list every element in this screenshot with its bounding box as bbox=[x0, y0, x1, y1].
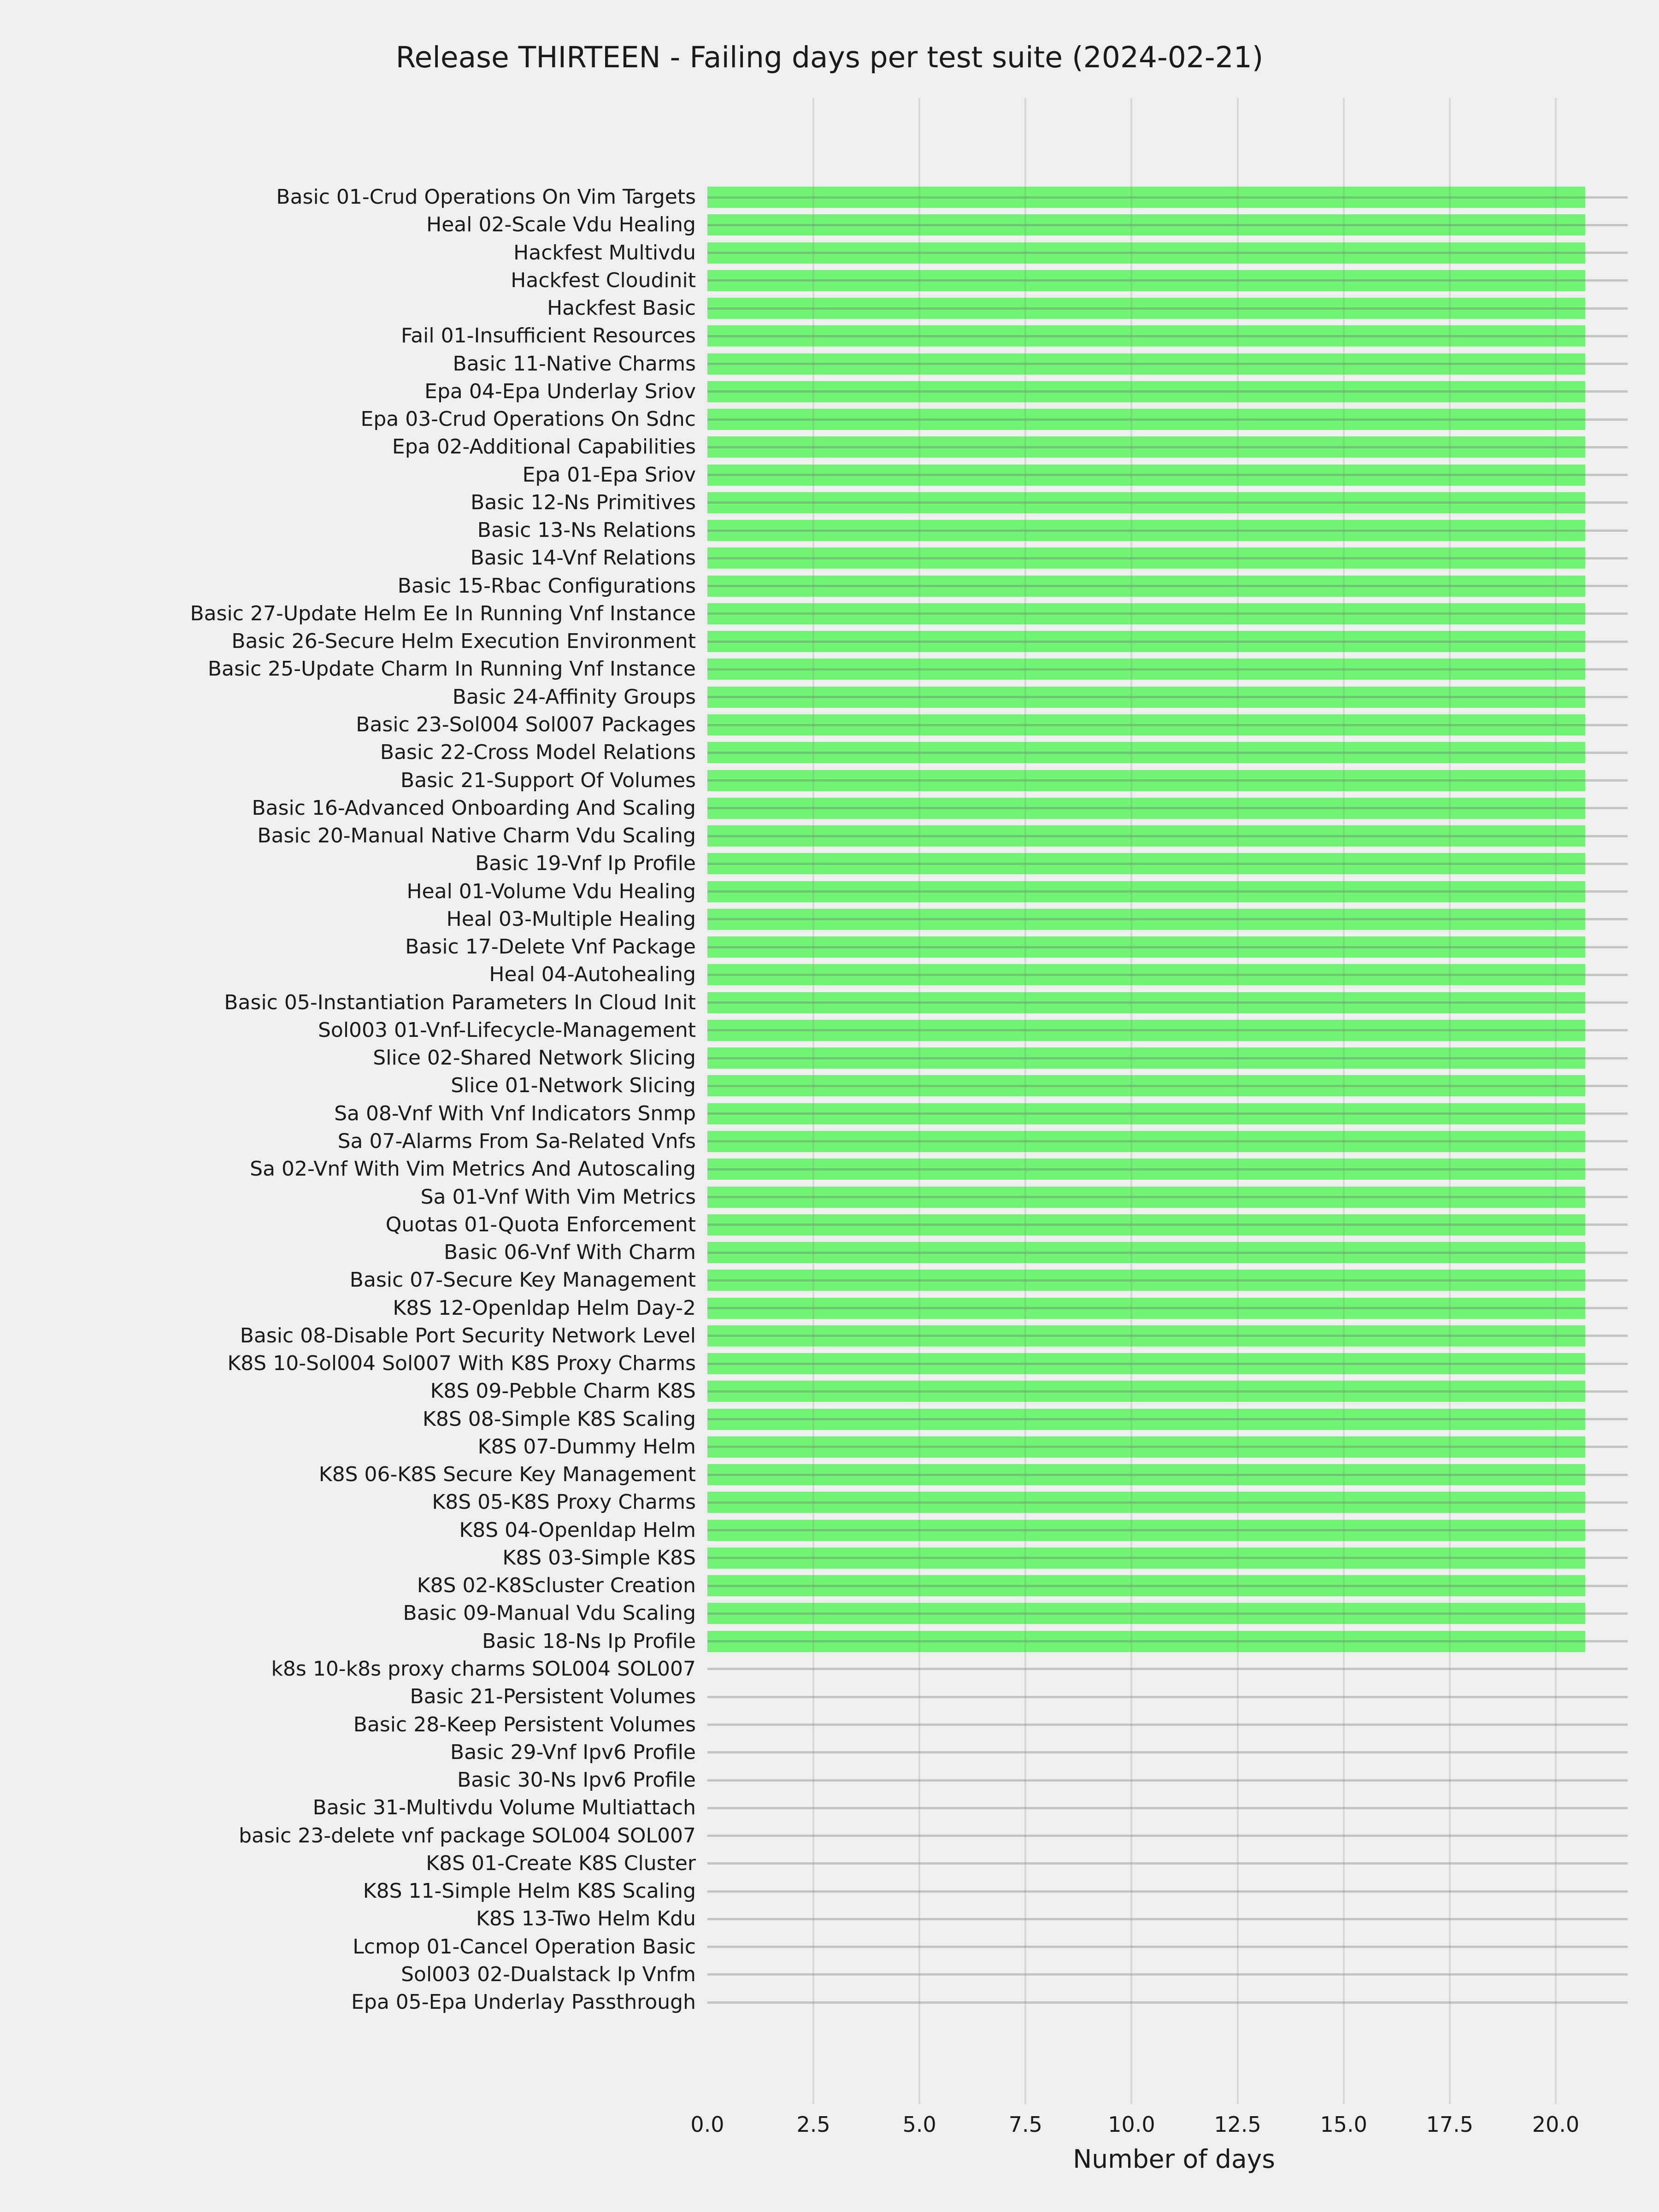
period-line bbox=[707, 1390, 1628, 1393]
period-line bbox=[707, 2001, 1628, 2004]
y-tick-label: Basic 25-Update Charm In Running Vnf Instance bbox=[207, 657, 696, 681]
period-line bbox=[707, 390, 1628, 393]
period-line bbox=[707, 1418, 1628, 1420]
y-tick-label: Heal 03-Multiple Healing bbox=[446, 907, 696, 931]
period-line bbox=[707, 1252, 1628, 1254]
period-line bbox=[707, 279, 1628, 282]
period-line bbox=[707, 1001, 1628, 1004]
chart-title: Release THIRTEEN - Failing days per test suite (2024-02-21) bbox=[395, 41, 1264, 74]
y-tick-label: Basic 18-Ns Ip Profile bbox=[482, 1629, 696, 1653]
y-tick-label: Basic 19-Vnf Ip Profile bbox=[475, 852, 696, 876]
y-tick-label: K8S 13-Two Helm Kdu bbox=[476, 1907, 696, 1931]
y-tick-label: K8S 02-K8Scluster Creation bbox=[417, 1574, 696, 1598]
period-line bbox=[707, 1112, 1628, 1115]
x-axis-label: Number of days bbox=[1073, 2144, 1275, 2174]
y-tick-label: Lcmop 01-Cancel Operation Basic bbox=[353, 1935, 696, 1959]
y-tick-label: Sa 02-Vnf With Vim Metrics And Autoscaling bbox=[250, 1157, 696, 1181]
y-tick-label: Basic 05-Instantiation Parameters In Cloud Init bbox=[224, 990, 696, 1014]
period-line bbox=[707, 696, 1628, 698]
y-tick-label: K8S 04-Openldap Helm bbox=[459, 1518, 696, 1542]
y-tick-label: K8S 08-Simple K8S Scaling bbox=[423, 1407, 696, 1431]
period-line bbox=[707, 1474, 1628, 1476]
y-tick-label: Basic 24-Affinity Groups bbox=[452, 685, 696, 709]
y-tick-label: Basic 01-Crud Operations On Vim Targets bbox=[276, 185, 696, 209]
period-line bbox=[707, 1363, 1628, 1365]
period-line bbox=[707, 474, 1628, 476]
period-line bbox=[707, 1196, 1628, 1198]
y-tick-label: Basic 11-Native Charms bbox=[453, 352, 696, 376]
period-line bbox=[707, 641, 1628, 643]
period-line bbox=[707, 1057, 1628, 1059]
y-tick-label: K8S 12-Openldap Helm Day-2 bbox=[393, 1296, 696, 1320]
gridline bbox=[1555, 98, 1557, 2104]
y-tick-label: Slice 02-Shared Network Slicing bbox=[373, 1046, 696, 1070]
period-line bbox=[707, 890, 1628, 893]
y-tick-label: Basic 27-Update Helm Ee In Running Vnf Instance bbox=[190, 601, 696, 625]
period-line bbox=[707, 1029, 1628, 1031]
period-line bbox=[707, 752, 1628, 754]
period-line bbox=[707, 612, 1628, 615]
plot-area bbox=[707, 98, 1641, 2104]
period-line bbox=[707, 446, 1628, 448]
y-tick-label: Hackfest Multivdu bbox=[513, 241, 696, 265]
gridline bbox=[812, 98, 814, 2104]
period-line bbox=[707, 1140, 1628, 1142]
y-tick-label: Basic 21-Support Of Volumes bbox=[400, 768, 696, 792]
period-line bbox=[707, 1501, 1628, 1504]
y-tick-label: Basic 06-Vnf With Charm bbox=[444, 1241, 696, 1265]
period-line bbox=[707, 918, 1628, 920]
y-tick-label: Epa 01-Epa Sriov bbox=[522, 463, 696, 487]
y-tick-label: Basic 22-Cross Model Relations bbox=[380, 741, 696, 765]
period-line bbox=[707, 1446, 1628, 1448]
y-tick-label: Slice 01-Network Slicing bbox=[451, 1074, 696, 1098]
y-tick-label: Basic 09-Manual Vdu Scaling bbox=[403, 1601, 696, 1625]
period-line bbox=[707, 1668, 1628, 1670]
y-tick-label: k8s 10-k8s proxy charms SOL004 SOL007 bbox=[271, 1657, 696, 1681]
y-tick-label: K8S 10-Sol004 Sol007 With K8S Proxy Charms bbox=[227, 1352, 696, 1376]
period-line bbox=[707, 529, 1628, 532]
period-line bbox=[707, 1751, 1628, 1753]
period-line bbox=[707, 1085, 1628, 1087]
y-tick-label: K8S 06-K8S Secure Key Management bbox=[318, 1463, 696, 1487]
period-line bbox=[707, 1529, 1628, 1531]
period-line bbox=[707, 1862, 1628, 1865]
x-tick-label: 17.5 bbox=[1426, 2112, 1473, 2137]
gridline bbox=[1130, 98, 1132, 2104]
gridline bbox=[1237, 98, 1239, 2104]
period-line bbox=[707, 1835, 1628, 1837]
y-tick-label: Epa 03-Crud Operations On Sdnc bbox=[360, 407, 696, 431]
period-line bbox=[707, 835, 1628, 837]
period-line bbox=[707, 1307, 1628, 1309]
y-tick-label: K8S 05-K8S Proxy Charms bbox=[432, 1490, 696, 1514]
y-tick-label: Hackfest Basic bbox=[547, 296, 696, 320]
period-line bbox=[707, 1779, 1628, 1782]
x-tick-label: 10.0 bbox=[1108, 2112, 1155, 2137]
x-tick-label: 2.5 bbox=[796, 2112, 830, 2137]
period-line bbox=[707, 1973, 1628, 1976]
period-line bbox=[707, 196, 1628, 199]
y-tick-label: Sa 08-Vnf With Vnf Indicators Snmp bbox=[334, 1101, 696, 1125]
y-tick-label: Basic 21-Persistent Volumes bbox=[410, 1685, 696, 1709]
period-line bbox=[707, 1807, 1628, 1809]
gridline bbox=[1024, 98, 1026, 2104]
y-tick-label: Heal 01-Volume Vdu Healing bbox=[406, 879, 696, 903]
period-line bbox=[707, 418, 1628, 421]
y-tick-label: Sa 07-Alarms From Sa-Related Vnfs bbox=[337, 1129, 696, 1153]
y-tick-label: K8S 11-Simple Helm K8S Scaling bbox=[363, 1879, 696, 1903]
y-tick-label: K8S 09-Pebble Charm K8S bbox=[430, 1379, 696, 1403]
x-tick-label: 0.0 bbox=[690, 2112, 724, 2137]
period-line bbox=[707, 307, 1628, 310]
y-tick-label: K8S 01-Create K8S Cluster bbox=[426, 1851, 696, 1875]
period-line bbox=[707, 1335, 1628, 1337]
x-tick-label: 7.5 bbox=[1008, 2112, 1042, 2137]
y-tick-label: Sol003 02-Dualstack Ip Vnfm bbox=[401, 1962, 696, 1986]
period-line bbox=[707, 974, 1628, 976]
y-tick-label: Basic 13-Ns Relations bbox=[477, 518, 696, 542]
period-line bbox=[707, 1557, 1628, 1559]
period-line bbox=[707, 557, 1628, 559]
y-tick-label: Heal 02-Scale Vdu Healing bbox=[426, 213, 696, 237]
x-tick-label: 5.0 bbox=[902, 2112, 936, 2137]
period-line bbox=[707, 1696, 1628, 1698]
period-line bbox=[707, 1640, 1628, 1642]
period-line bbox=[707, 1612, 1628, 1615]
x-tick-label: 15.0 bbox=[1320, 2112, 1367, 2137]
y-tick-label: Basic 23-Sol004 Sol007 Packages bbox=[356, 713, 696, 737]
y-tick-label: Basic 28-Keep Persistent Volumes bbox=[353, 1712, 696, 1736]
period-line bbox=[707, 863, 1628, 865]
period-line bbox=[707, 1724, 1628, 1726]
period-line bbox=[707, 1918, 1628, 1920]
y-tick-label: K8S 03-Simple K8S bbox=[502, 1546, 696, 1570]
y-tick-label: basic 23-delete vnf package SOL004 SOL007 bbox=[239, 1824, 696, 1847]
y-tick-label: Basic 26-Secure Helm Execution Environment bbox=[231, 629, 696, 653]
y-tick-label: Basic 12-Ns Primitives bbox=[471, 490, 696, 514]
gridline bbox=[918, 98, 920, 2104]
period-line bbox=[707, 1279, 1628, 1282]
y-tick-label: K8S 07-Dummy Helm bbox=[477, 1435, 696, 1459]
y-tick-label: Basic 07-Secure Key Management bbox=[349, 1268, 696, 1292]
y-tick-label: Basic 14-Vnf Relations bbox=[470, 546, 696, 570]
y-tick-label: Basic 16-Advanced Onboarding And Scaling bbox=[252, 796, 696, 820]
y-tick-label: Basic 15-Rbac Configurations bbox=[397, 574, 696, 598]
period-line bbox=[707, 1224, 1628, 1226]
period-line bbox=[707, 779, 1628, 782]
y-tick-label: Epa 04-Epa Underlay Sriov bbox=[424, 379, 696, 403]
y-tick-label: Sol003 01-Vnf-Lifecycle-Management bbox=[318, 1018, 696, 1042]
period-line bbox=[707, 807, 1628, 809]
period-line bbox=[707, 585, 1628, 587]
period-line bbox=[707, 946, 1628, 948]
y-tick-label: Epa 05-Epa Underlay Passthrough bbox=[351, 1990, 696, 2014]
y-tick-label: Fail 01-Insufficient Resources bbox=[400, 324, 696, 348]
gridline bbox=[1449, 98, 1451, 2104]
y-tick-label: Quotas 01-Quota Enforcement bbox=[385, 1212, 696, 1236]
period-line bbox=[707, 1890, 1628, 1893]
x-tick-label: 12.5 bbox=[1214, 2112, 1261, 2137]
gridline bbox=[1343, 98, 1345, 2104]
period-line bbox=[707, 363, 1628, 365]
period-line bbox=[707, 1585, 1628, 1587]
period-line bbox=[707, 335, 1628, 337]
y-tick-label: Basic 20-Manual Native Charm Vdu Scaling bbox=[257, 824, 696, 848]
y-tick-label: Basic 31-Multivdu Volume Multiattach bbox=[312, 1796, 696, 1820]
y-tick-label: Epa 02-Additional Capabilities bbox=[392, 435, 696, 459]
period-line bbox=[707, 668, 1628, 671]
y-tick-label: Basic 29-Vnf Ipv6 Profile bbox=[450, 1740, 696, 1764]
period-line bbox=[707, 1946, 1628, 1948]
y-tick-label: Sa 01-Vnf With Vim Metrics bbox=[420, 1185, 696, 1209]
period-line bbox=[707, 252, 1628, 254]
y-tick-label: Basic 30-Ns Ipv6 Profile bbox=[457, 1768, 696, 1792]
x-tick-label: 20.0 bbox=[1532, 2112, 1580, 2137]
period-line bbox=[707, 724, 1628, 726]
period-line bbox=[707, 224, 1628, 226]
period-line bbox=[707, 1168, 1628, 1171]
period-line bbox=[707, 501, 1628, 504]
y-tick-label: Heal 04-Autohealing bbox=[489, 963, 696, 987]
y-tick-label: Hackfest Cloudinit bbox=[511, 268, 696, 292]
y-tick-label: Basic 17-Delete Vnf Package bbox=[405, 935, 696, 959]
y-tick-label: Basic 08-Disable Port Security Network Level bbox=[240, 1324, 696, 1347]
